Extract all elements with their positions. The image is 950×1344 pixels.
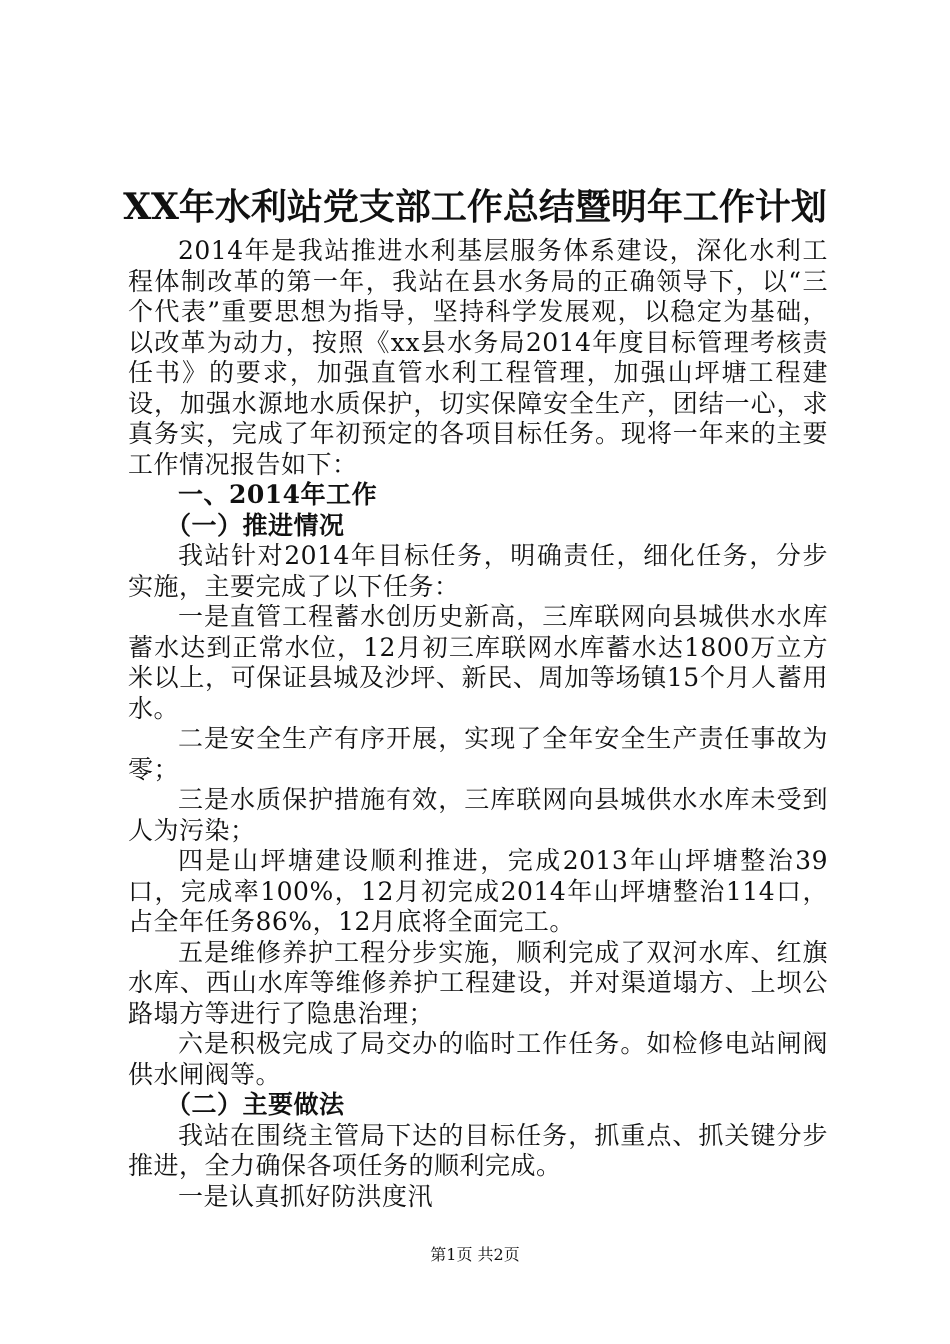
paragraph: 一是直管工程蓄水创历史新高，三库联网向县城供水水库蓄水达到正常水位，12月初三库联网水库蓄水达1800万立方米以上，可保证县城及沙坪、新民、周加等场镇15个月人蓄用水。 bbox=[128, 602, 828, 723]
paragraph: 五是维修养护工程分步实施，顺利完成了双河水库、红旗水库、西山水库等维修养护工程建设，并对渠道塌方、上坝公路塌方等进行了隐患治理； bbox=[128, 937, 828, 1028]
paragraph: 三是水质保护措施有效，三库联网向县城供水水库未受到人为污染； bbox=[128, 785, 828, 845]
subsection-heading-progress: （一）推进情况 bbox=[166, 510, 345, 540]
document-body bbox=[128, 236, 828, 1212]
paragraph: 二是安全生产有序开展，实现了全年安全生产责任事故为零； bbox=[128, 724, 828, 784]
paragraph: 我站针对2014年目标任务，明确责任，细化任务，分步实施，主要完成了以下任务： bbox=[128, 541, 828, 601]
paragraph: 我站在围绕主管局下达的目标任务，抓重点、抓关键分步推进，全力确保各项任务的顺利完成。 bbox=[128, 1120, 828, 1180]
document-title: XX年水利站党支部工作总结暨明年工作计划 bbox=[123, 186, 827, 228]
section-heading-1: 一、2014年工作 bbox=[178, 480, 378, 509]
paragraph: 一是认真抓好防洪度汛 bbox=[178, 1181, 434, 1211]
paragraph-intro: 2014年是我站推进水利基层服务体系建设，深化水利工程体制改革的第一年，我站在县水务局的正确领导下，以“三个代表”重要思想为指导，坚持科学发展观，以稳定为基础，以改革为动力，按照《xx县水务局2014年度目标管理考核责任书》的要求，加强直管水利工程管理，加强山坪塘工程建设，加强水源地水质保护，切实保障安全生产，团结一心，求真务实，完成了年初预定的各项目标任务。现将一年来的主要工作情况报告如下： bbox=[128, 236, 828, 479]
page-footer: 第1页 共2页 bbox=[430, 1245, 520, 1264]
paragraph: 四是山坪塘建设顺利推进，完成2013年山坪塘整治39口，完成率100%，12月初完成2014年山坪塘整治114口，占全年任务86%，12月底将全面完工。 bbox=[128, 846, 828, 936]
paragraph: 六是积极完成了局交办的临时工作任务。如检修电站闸阀供水闸阀等。 bbox=[128, 1029, 828, 1089]
subsection-heading-methods: （二）主要做法 bbox=[166, 1090, 345, 1119]
